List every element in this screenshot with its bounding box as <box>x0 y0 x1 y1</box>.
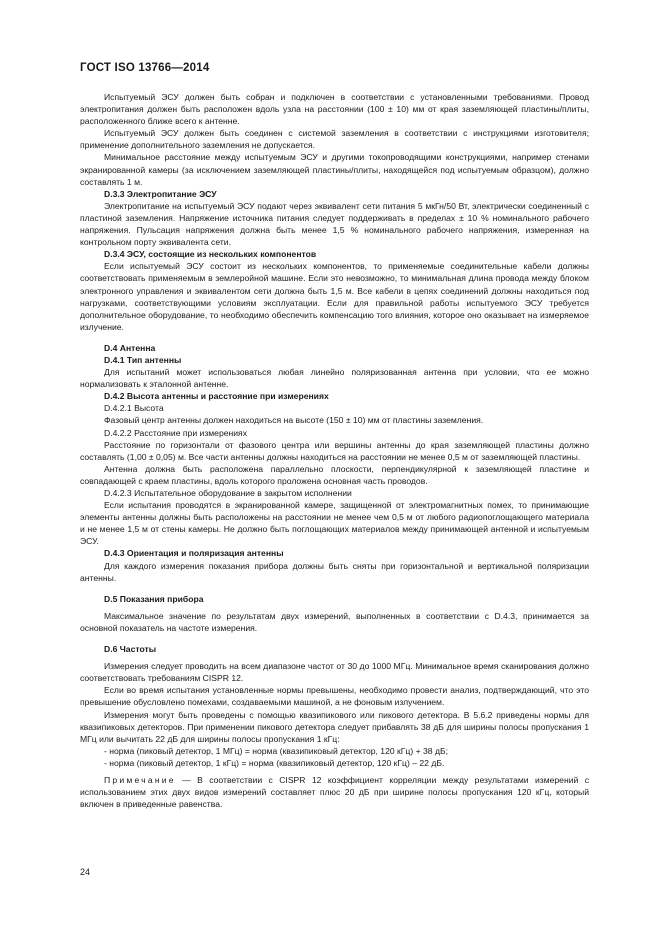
paragraph: Испытуемый ЭСУ должен быть собран и подключен в соответствии с установленными требованиями. Провод электропитания должен быть расположен вдоль узла на расстоянии (100 ± 10) мм от края заземляющей пластины/плиты, расположенного ближе всего к антенне. <box>80 92 589 127</box>
page-number: 24 <box>80 867 91 877</box>
section-heading: D.3.4 ЭСУ, состоящие из нескольких компонентов <box>104 249 317 260</box>
paragraph: Антенна должна быть расположена параллельно плоскости, перпендикулярной к заземляющей пластине и совпадающей с краем пластины, вдоль которого проложена основная часть проводов. <box>80 463 589 486</box>
subsection-heading: D.4.2.3 Испытательное оборудование в закрытом исполнении <box>104 488 352 498</box>
subsection-heading: D.4.2.1 Высота <box>104 403 164 414</box>
section-heading: D.4 Антенна <box>104 342 156 353</box>
paragraph: Испытуемый ЭСУ должен быть соединен с системой заземления в соответствии с инструкциями изготовителя; применение дополнительного заземления не допускается. <box>80 128 589 151</box>
section-heading: D.3.3 Электропитание ЭСУ <box>104 188 217 199</box>
document-header: ГОСТ ISO 13766—2014 <box>80 62 210 74</box>
paragraph: Если испытания проводятся в экранированной камере, защищенной от электромагнитных помех, то принимающие элементы антенны должны быть расположены на расстоянии не менее чем 0,5 м от любого радиопоглощающего материала и не менее 1,5 м от стены камеры. Не должно быть поглощающих материалов между принимающей антенной и испытуемым ЭСУ. <box>80 500 589 547</box>
subsection-heading: D.4.2.2 Расстояние при измерениях <box>104 427 248 438</box>
note-paragraph <box>80 774 589 810</box>
paragraph: Расстояние по горизонтали от фазового центра или вершины антенны до края заземляющей пластины должно составлять (1,00 ± 0,05) м. Все части антенны должны находиться на расстоянии не менее 0,5 м от заземляющей пластины. <box>80 439 589 462</box>
paragraph: Для каждого измерения показания прибора должны быть сняты при горизонтальной и вертикальной поляризации антенны. <box>80 560 589 583</box>
note-text: — В соответствии с CISPR 12 коэффициент корреляции между результатами измерений с использованием этих двух видов измерений составляет плюс 20 дБ при ширине полосы пропускания 120 кГц, который включен в приведенные равенства. <box>80 774 589 810</box>
note-label: Примечание <box>104 774 176 785</box>
section-heading: D.4.3 Ориентация и поляризация антенны <box>104 548 284 559</box>
section-heading: D.6 Частоты <box>104 644 157 655</box>
section-heading: D.5 Показания прибора <box>104 593 204 604</box>
section-heading: D.4.1 Тип антенны <box>104 354 182 365</box>
list-item: - норма (пиковый детектор, 1 кГц) = норма (квазипиковый детектор, 120 кГц) – 22 дБ. <box>104 757 445 768</box>
paragraph: Если испытуемый ЭСУ состоит из нескольких компонентов, то применяемые соединительные кабели должны соответствовать применяемым в землеройной машине. Если это невозможно, то минимальная длина провода между блоком электронного управления и эквивалентом сети должна быть 1,5 м. Все кабели в цепях соединений должны находиться под нагрузками, соответствующими условиям эксплуатации. Если для правильной работы испытуемого ЭСУ требуется дополнительное оборудование, то необходимо обеспечить компенсацию того влияния, которое оно оказывает на измеряемое излучение. <box>80 261 589 332</box>
paragraph: Измерения следует проводить на всем диапазоне частот от 30 до 1000 МГц. Минимальное время сканирования должно соответствовать требованиям CISPR 12. <box>80 661 589 684</box>
paragraph: Электропитание на испытуемый ЭСУ подают через эквивалент сети питания 5 мкГн/50 Вт, электрически соединенный с пластиной заземления. Напряжение источника питания следует поддерживать в пределах ± 10 % номинального рабочего напряжения. Пульсация напряжения должна быть менее 1,5 % номинального рабочего напряжения, измеренная на контрольном порту эквивалента сети. <box>80 200 589 248</box>
document-body <box>80 91 589 810</box>
paragraph: Фазовый центр антенны должен находиться на высоте (150 ± 10) мм от пластины заземления. <box>104 415 484 426</box>
paragraph: Минимальное расстояние между испытуемым ЭСУ и другими токопроводящими конструкциями, например стенами экранированной камеры (за исключением заземляющей пластины/плиты, находящейся под испытуемым образцом), должно составлять 1 м. <box>80 152 589 187</box>
list-item: - норма (пиковый детектор, 1 МГц) = норма (квазипиковый детектор, 120 кГц) + 38 дБ; <box>104 745 449 756</box>
paragraph: Измерения могут быть проведены с помощью квазипикового или пикового детектора. В 5.6.2 приведены нормы для квазипиковых детекторов. При применении пикового детектора следует прибавлять 38 дБ для ширины полосы пропускания 1 МГц или вычитать 22 дБ для ширины полосы пропускания 1 кГц: <box>80 709 589 744</box>
section-heading: D.4.2 Высота антенны и расстояние при измерениях <box>104 391 329 402</box>
paragraph: Максимальное значение по результатам двух измерений, выполненных в соответствии с D.4.3, принимается за основной показатель на частоте измерения. <box>80 610 589 633</box>
paragraph: Если во время испытания установленные нормы превышены, необходимо провести анализ, подтверждающий, что это превышение обусловлено помехами, создаваемыми машиной, а не фоновым излучением. <box>80 685 589 708</box>
paragraph: Для испытаний может использоваться любая линейно поляризованная антенна при условии, что ее можно нормализовать к эталонной антенне. <box>80 367 589 390</box>
